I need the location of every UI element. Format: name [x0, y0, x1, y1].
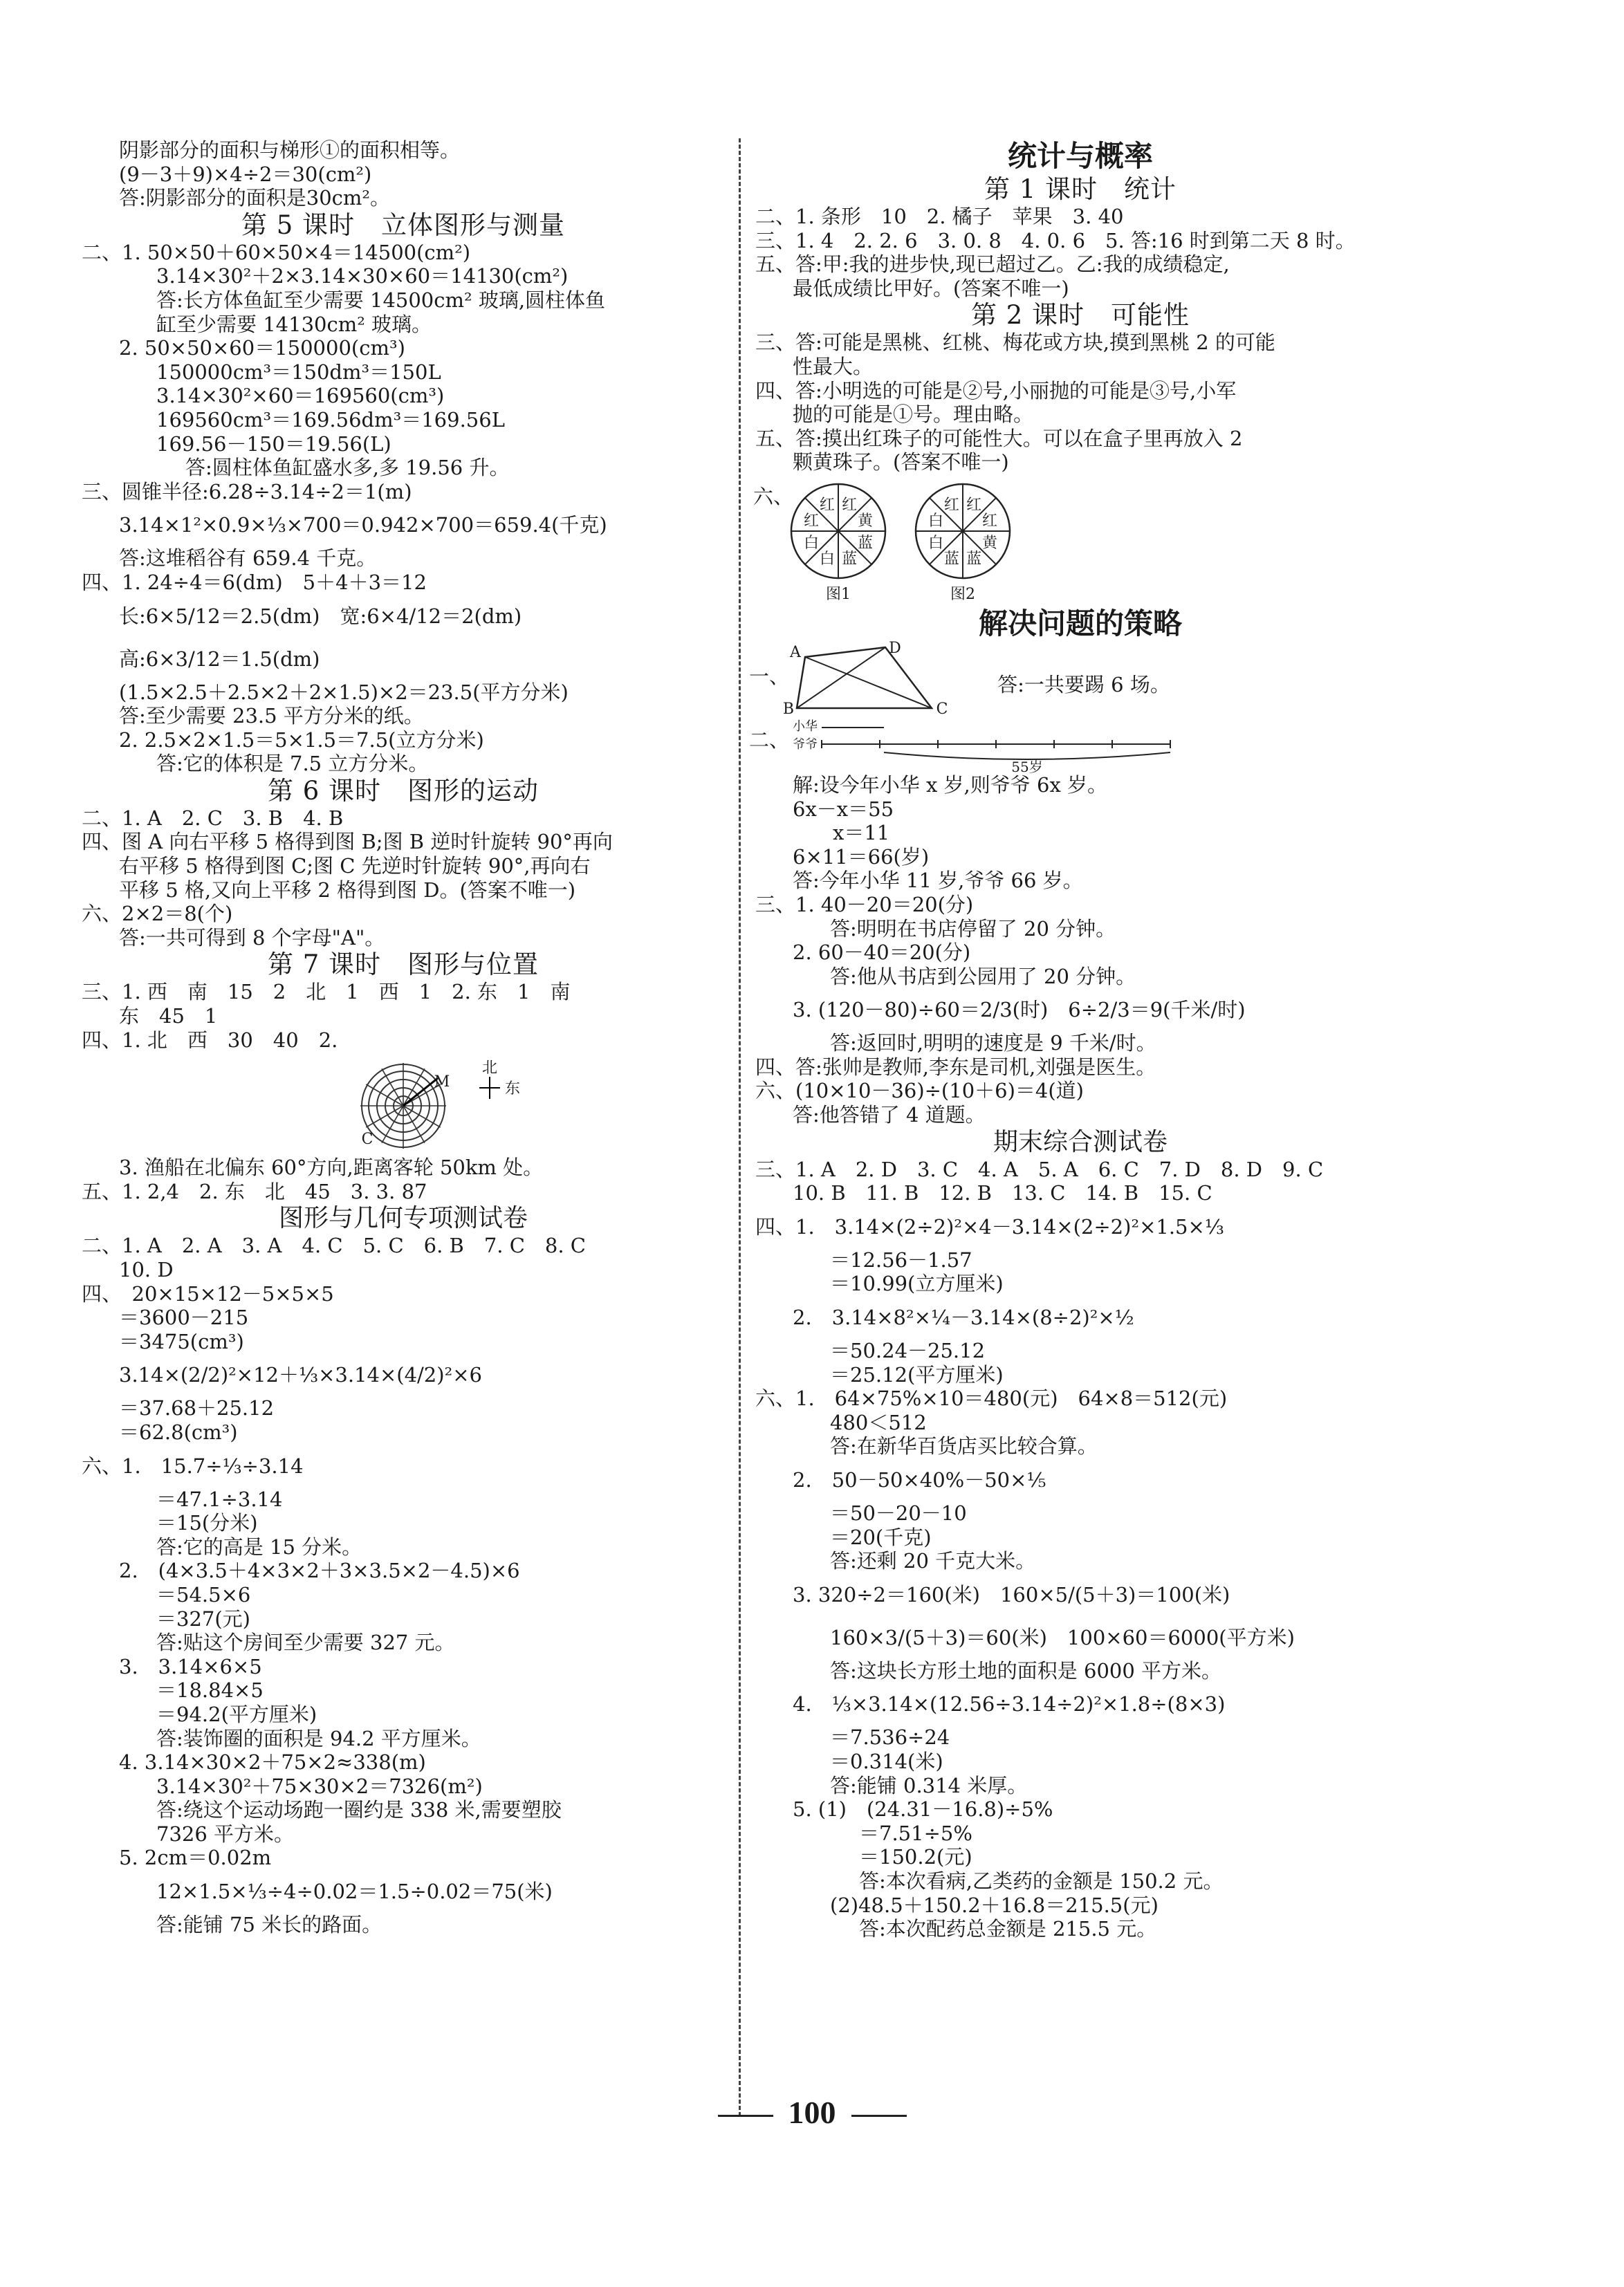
segment-row1-label: 小华 — [793, 719, 818, 734]
answer-line: 四、1. 北 西 30 40 2. — [82, 1028, 338, 1052]
spinner-1-sector-label: 黄 — [857, 512, 873, 530]
answer-line: 480＜512 — [830, 1410, 927, 1434]
answer-line: 6×11＝66(岁) — [793, 844, 930, 869]
answer-line: 五、答:摸出红珠子的可能性大。可以在盒子里再放入 2 — [755, 426, 1243, 450]
label-b: B — [782, 700, 795, 718]
answer-line: 答:至少需要 23.5 平方分米的纸。 — [119, 704, 424, 728]
answer-line: 答:在新华百货店买比较合算。 — [830, 1434, 1098, 1459]
answer-line: 答:它的体积是 7.5 立方分米。 — [156, 752, 429, 776]
column-divider — [739, 138, 741, 2116]
answer-line: 答:明明在书店停留了 20 分钟。 — [830, 916, 1116, 941]
answer-line: 2. 3.14×8²×¼－3.14×(8÷2)²×½ — [793, 1306, 1134, 1330]
spinner-1-sector-label: 红 — [804, 512, 820, 530]
test-heading: 期末综合测试卷 — [993, 1127, 1168, 1156]
answer-line: (9－3＋9)×4÷2＝30(cm²) — [119, 162, 372, 186]
answer-line: 抛的可能是①号。理由略。 — [793, 402, 1034, 427]
answer-line: 答:这块长方形土地的面积是 6000 平方米。 — [830, 1658, 1222, 1683]
answer-line: 最低成绩比甲好。(答案不唯一) — [793, 276, 1069, 300]
answer-line: 四、答:张帅是教师,李东是司机,刘强是医生。 — [755, 1055, 1156, 1079]
unit-heading: 解决问题的策略 — [978, 606, 1182, 640]
page-number-text: 100 — [788, 2095, 836, 2130]
answer-line: 160×3/(5＋3)＝60(米) 100×60＝6000(平方米) — [830, 1625, 1295, 1649]
answer-line: 10. D — [119, 1258, 174, 1281]
answer-line: 3.14×(2/2)²×12＋⅓×3.14×(4/2)²×6 — [119, 1363, 482, 1387]
spinner-prefix: 六、 — [753, 484, 794, 508]
answer-line: 右平移 5 格得到图 C;图 C 先逆时针旋转 90°,再向右 — [119, 854, 591, 878]
north-label: 北 — [481, 1059, 498, 1077]
answer-line: 解:设今年小华 x 岁,则爷爷 6x 岁。 — [793, 772, 1108, 797]
answer-line: ＝3600－215 — [119, 1306, 249, 1330]
spinner-1-sector-label: 蓝 — [857, 535, 873, 553]
lesson-heading: 第 5 课时 立体图形与测量 — [241, 210, 566, 240]
label-d: D — [889, 639, 901, 657]
answer-line: ＝3475(cm³) — [119, 1329, 244, 1353]
segment-svg — [748, 718, 1405, 775]
answer-line: 性最大。 — [793, 354, 874, 378]
lesson-heading: 第 2 课时 可能性 — [970, 300, 1190, 331]
answer-line: 2. 60－40＝20(分) — [793, 941, 971, 965]
answer-line: 长:6×5/12＝2.5(dm) 宽:6×4/12＝2(dm) — [119, 604, 522, 628]
compass-label-c: C — [361, 1131, 373, 1149]
answer-line: 东 45 1 — [119, 1004, 218, 1028]
answer-line: 3. 3.14×6×5 — [119, 1654, 262, 1678]
answer-line: 答:贴这个房间至少需要 327 元。 — [156, 1631, 455, 1655]
answer-line: 五、1. 2,4 2. 东 北 45 3. 3. 87 — [82, 1179, 427, 1203]
answer-line: ＝54.5×6 — [156, 1582, 251, 1607]
answer-line: 答:他从书店到公园用了 20 分钟。 — [830, 964, 1136, 988]
answer-line: 答:绕这个运动场跑一圈约是 338 米,需要塑胶 — [156, 1798, 562, 1822]
spinner-1-sector-label: 红 — [842, 496, 858, 514]
answer-line: ＝12.56－1.57 — [830, 1248, 972, 1272]
answer-line: 答:阴影部分的面积是30cm²。 — [119, 186, 391, 210]
spinner-2-sector-label: 红 — [981, 512, 997, 530]
spinner-2-sector-label: 蓝 — [943, 550, 959, 568]
label-c: C — [936, 700, 948, 718]
answer-line: 二、1. A 2. C 3. B 4. B — [82, 806, 344, 830]
answer-line: 答:一共可得到 8 个字母"A"。 — [119, 925, 385, 950]
answer-line: 六、2×2＝8(个) — [82, 902, 233, 926]
spinner-1-caption: 图1 — [826, 585, 851, 603]
answer-line: 三、1. 40－20＝20(分) — [755, 892, 974, 916]
answer-line: 3.14×30²＋2×3.14×30×60＝14130(cm²) — [156, 264, 569, 288]
spinner-1-sector-label: 白 — [804, 535, 820, 553]
left-column — [82, 138, 725, 1937]
answer-line: ＝37.68＋25.12 — [119, 1396, 275, 1420]
trapezoid-figure — [748, 639, 1405, 718]
answer-line: 缸至少需要 14130cm² 玻璃。 — [156, 312, 432, 336]
segment-total: 55岁 — [1011, 758, 1043, 775]
answer-line: ＝7.51÷5% — [859, 1821, 972, 1845]
answer-line: 答:长方体鱼缸至少需要 14500cm² 玻璃,圆柱体鱼 — [156, 288, 606, 312]
answer-line: 平移 5 格,又向上平移 2 格得到图 D。(答案不唯一) — [119, 878, 576, 902]
answer-line: 4. 3.14×30×2＋75×2≈338(m) — [119, 1750, 426, 1775]
spinner-1-sector-label: 蓝 — [842, 550, 858, 568]
answer-line: 3.14×30²＋75×30×2＝7326(m²) — [156, 1774, 483, 1798]
answer-line: ＝62.8(cm³) — [119, 1420, 238, 1444]
answer-line: (2)48.5＋150.2＋16.8＝215.5(元) — [830, 1893, 1159, 1917]
page-number — [0, 2094, 1624, 2131]
answer-line: 答:装饰圈的面积是 94.2 平方厘米。 — [156, 1726, 481, 1750]
answer-line: 答:圆柱体鱼缸盛水多,多 19.56 升。 — [185, 456, 510, 480]
answer-line: ＝10.99(立方厘米) — [830, 1272, 1004, 1296]
segment-row2-label: 爷爷 — [793, 737, 818, 752]
lesson-heading: 第 6 课时 图形的运动 — [267, 775, 539, 806]
answer-line: 答:还剩 20 千克大米。 — [830, 1549, 1036, 1573]
spinner-1-sector-label: 红 — [819, 496, 835, 514]
answer-line: ＝47.1÷3.14 — [156, 1487, 283, 1511]
answer-line: 三、1. 4 2. 2. 6 3. 0. 8 4. 0. 6 5. 答:16 时到第二天 8 时。 — [755, 228, 1356, 252]
answer-line: 3. 320÷2＝160(米) 160×5/(5＋3)＝100(米) — [793, 1582, 1230, 1607]
answer-line: ＝150.2(元) — [859, 1845, 972, 1869]
answer-line: ＝327(元) — [156, 1607, 250, 1631]
compass-figure — [82, 1052, 725, 1156]
spinner-2-sector-label: 蓝 — [966, 550, 982, 568]
spinner-2-sector-label: 红 — [943, 496, 959, 514]
answer-line: 2. 50－50×40%－50×⅕ — [793, 1468, 1046, 1492]
answer-line: 答:返回时,明明的速度是 9 千米/时。 — [830, 1031, 1156, 1055]
answer-line: 二、1. 50×50＋60×50×4＝14500(cm²) — [82, 240, 471, 264]
spinner-2-sector-label: 黄 — [981, 535, 997, 553]
answer-line: ＝18.84×5 — [156, 1678, 264, 1703]
answer-line: 2. 50×50×60＝150000(cm³) — [119, 336, 405, 360]
answer-line: 12×1.5×⅓÷4÷0.02＝1.5÷0.02＝75(米) — [156, 1880, 553, 1904]
answer-line: x＝11 — [793, 821, 890, 845]
trapezoid-prefix: 一、 — [748, 664, 790, 688]
answer-line: 3. 渔船在北偏东 60°方向,距离客轮 50km 处。 — [119, 1156, 544, 1180]
answer-line: 二、1. 条形 10 2. 橘子 苹果 3. 40 — [755, 205, 1124, 228]
answer-line: 169560cm³＝169.56dm³＝169.56L — [156, 407, 505, 432]
right-column — [748, 138, 1405, 1941]
answer-line: 答:本次配药总金额是 215.5 元。 — [859, 1917, 1157, 1941]
unit-heading: 统计与概率 — [1007, 139, 1153, 173]
answer-line: 答:能铺 75 米长的路面。 — [156, 1913, 382, 1937]
answer-line: 答:它的高是 15 分米。 — [156, 1535, 362, 1559]
answer-line: ＝15(分米) — [156, 1511, 258, 1535]
answer-line: 五、答:甲:我的进步快,现已超过乙。乙:我的成绩稳定, — [755, 252, 1230, 277]
compass-label-m: M — [434, 1073, 450, 1091]
answer-line: 三、答:可能是黑桃、红桃、梅花或方块,摸到黑桃 2 的可能 — [755, 331, 1275, 355]
answer-line: 四、1. 3.14×(2÷2)²×4－3.14×(2÷2)²×1.5×⅓ — [755, 1214, 1224, 1239]
answer-line: 答:他答错了 4 道题。 — [793, 1103, 986, 1127]
answer-line: ＝25.12(平方厘米) — [830, 1362, 1004, 1387]
answer-line: 六、1. 15.7÷⅓÷3.14 — [82, 1454, 304, 1478]
lesson-heading: 第 7 课时 图形与位置 — [267, 950, 539, 980]
answer-line: 6x－x＝55 — [793, 797, 894, 821]
answer-line: 150000cm³＝150dm³＝150L — [156, 360, 441, 384]
answer-line: 二、1. A 2. A 3. A 4. C 5. C 6. B 7. C 8. C — [82, 1234, 586, 1258]
answer-line: 答:今年小华 11 岁,爷爷 66 岁。 — [793, 869, 1083, 893]
answer-line: 169.56－150＝19.56(L) — [156, 432, 391, 456]
trapezoid-svg — [748, 639, 1405, 718]
answer-line: 四、答:小明选的可能是②号,小丽抛的可能是③号,小军 — [755, 378, 1237, 402]
answer-line: 4. ⅓×3.14×(12.56÷3.14÷2)²×1.8÷(8×3) — [793, 1692, 1226, 1716]
answer-line: 四、1. 24÷4＝6(dm) 5＋4＋3＝12 — [82, 570, 427, 594]
answer-line: 高:6×3/12＝1.5(dm) — [119, 647, 320, 671]
spinner-svg — [755, 474, 1405, 606]
page-number-dash-right — [851, 2115, 907, 2117]
trapezoid-shape — [797, 647, 932, 708]
trapezoid-answer: 答:一共要踢 6 场。 — [997, 672, 1170, 696]
lesson-heading: 第 1 课时 统计 — [984, 174, 1177, 204]
answer-line: 三、圆锥半径:6.28÷3.14÷2＝1(m) — [82, 479, 412, 503]
answer-line: 答:这堆稻谷有 659.4 千克。 — [119, 546, 377, 571]
answer-line: 3. (120－80)÷60＝2/3(时) 6÷2/3＝9(千米/时) — [793, 998, 1246, 1022]
label-a: A — [790, 643, 801, 661]
answer-line: ＝50.24－25.12 — [830, 1339, 986, 1363]
answer-line: 5. (1) (24.31－16.8)÷5% — [793, 1797, 1053, 1822]
spinner-figure — [755, 474, 1405, 606]
answer-line: ＝7.536÷24 — [830, 1725, 950, 1750]
east-label: 东 — [504, 1080, 521, 1098]
answer-line: 3.14×30²×60＝169560(cm³) — [156, 384, 445, 408]
answer-line: 三、1. 西 南 15 2 北 1 西 1 2. 东 1 南 — [82, 980, 571, 1004]
answer-line: 2. (4×3.5＋4×3×2＋3×3.5×2－4.5)×6 — [119, 1559, 520, 1583]
answer-line: 答:能铺 0.314 米厚。 — [830, 1773, 1028, 1797]
answer-line: 六、(10×10－36)÷(10＋6)＝4(道) — [755, 1079, 1084, 1103]
answer-line: ＝0.314(米) — [830, 1749, 943, 1773]
spinner-2-caption: 图2 — [950, 585, 975, 603]
answer-line: 5. 2cm＝0.02m — [119, 1846, 272, 1870]
answer-line: 10. B 11. B 12. B 13. C 14. B 15. C — [793, 1181, 1212, 1205]
answer-line: 答:本次看病,乙类药的金额是 150.2 元。 — [859, 1869, 1224, 1893]
answer-line: 四、图 A 向右平移 5 格得到图 B;图 B 逆时针旋转 90°再向 — [82, 830, 613, 854]
answer-line: 阴影部分的面积与梯形①的面积相等。 — [119, 138, 461, 162]
answer-line: 3.14×1²×0.9×⅓×700＝0.942×700＝659.4(千克) — [119, 513, 607, 537]
answer-line: (1.5×2.5＋2.5×2＋2×1.5)×2＝23.5(平方分米) — [119, 680, 569, 704]
spinner-2-sector-label: 白 — [928, 535, 944, 553]
answer-line: 六、1. 64×75%×10＝480(元) 64×8＝512(元) — [755, 1387, 1228, 1411]
spinner-2-sector-label: 白 — [928, 512, 944, 530]
segment-prefix: 二、 — [748, 728, 790, 752]
spinner-2-sector-label: 红 — [966, 496, 982, 514]
answer-line: ＝94.2(平方厘米) — [156, 1702, 317, 1726]
answer-line: 四、 20×15×12－5×5×5 — [82, 1281, 334, 1306]
answer-line: ＝20(千克) — [830, 1525, 932, 1549]
compass-svg — [82, 1052, 725, 1156]
segment-figure — [748, 718, 1405, 775]
answer-line: 2. 2.5×2×1.5＝5×1.5＝7.5(立方分米) — [119, 728, 484, 752]
test-heading: 图形与几何专项测试卷 — [278, 1204, 528, 1233]
answer-line: 颗黄珠子。(答案不唯一) — [793, 450, 1009, 474]
page-number-dash-left — [718, 2115, 773, 2117]
spinner-1-sector-label: 白 — [819, 550, 835, 568]
answer-line: ＝50－20－10 — [830, 1501, 967, 1525]
answer-line: 三、1. A 2. D 3. C 4. A 5. A 6. C 7. D 8. D 9. C — [755, 1157, 1324, 1181]
answer-line: 7326 平方米。 — [156, 1822, 295, 1846]
